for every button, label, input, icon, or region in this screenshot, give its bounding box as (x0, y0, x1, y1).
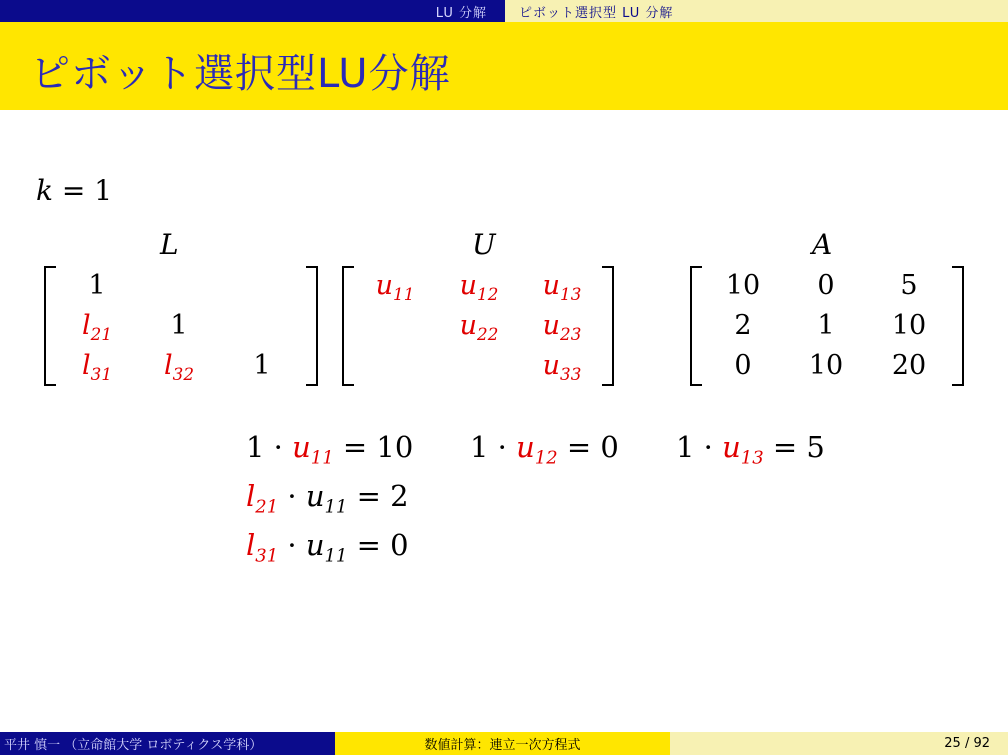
matrix-A-right-bracket (952, 266, 964, 386)
matrix-U-cell (522, 307, 602, 353)
matrix-A-cell: 2 (734, 310, 752, 341)
matrix-L-cell: 1 (253, 350, 271, 381)
matrix-A-cell: 10 (725, 270, 761, 301)
matrix-L-cell (57, 347, 137, 393)
symbol-u11: $u_{11}$ (305, 479, 348, 518)
symbol-u33: $u_{33}$ (542, 350, 582, 384)
symbol-u22: $u_{22}$ (459, 310, 499, 344)
k-value: = 1 (52, 174, 113, 207)
footer-bar (0, 732, 1008, 755)
matrix-L-left-bracket (44, 266, 56, 386)
matrix-U-cell (522, 267, 602, 313)
top-nav-bar (0, 0, 1008, 22)
matrix-L-cell: 1 (88, 270, 106, 301)
symbol-u11: $u_{11}$ (375, 270, 415, 304)
matrix-A-cell: 10 (808, 350, 844, 381)
equation-u12: $1 \cdot u_{12} = 0$ (470, 430, 619, 469)
matrix-A-cell: 20 (891, 350, 927, 381)
matrix-U-cell (439, 307, 519, 353)
matrix-L (44, 266, 318, 386)
k-equation (36, 174, 112, 207)
symbol-l21: $l_{21}$ (246, 479, 279, 518)
label-U: U (472, 228, 496, 261)
label-A: A (812, 228, 833, 261)
matrix-U (342, 266, 614, 386)
symbol-u23: $u_{23}$ (542, 310, 582, 344)
equation-u11: $1 \cdot u_{11} = 10$ (246, 430, 414, 469)
matrix-L-cell: 1 (170, 310, 188, 341)
footer-author: 平井 慎一 （立命館大学 ロボティクス学科） (0, 732, 335, 755)
symbol-l21: $l_{21}$ (82, 310, 112, 344)
k-variable: k (36, 174, 53, 207)
title-band (0, 22, 1008, 110)
nav-subsection-link[interactable]: ピボット選択型 LU 分解 (519, 5, 674, 21)
matrix-A-cell: 10 (891, 310, 927, 341)
matrix-A (690, 266, 964, 386)
matrix-U-cell (522, 347, 602, 393)
equation-l31: $l_{31} \cdot u_{11} = 0$ (246, 528, 409, 567)
matrix-A-cell: 1 (817, 310, 835, 341)
nav-section-link[interactable]: LU 分解 (435, 5, 487, 21)
symbol-u12: $u_{12}$ (459, 270, 499, 304)
matrix-A-cell: 0 (734, 350, 752, 381)
matrix-U-right-bracket (602, 266, 614, 386)
matrix-L-cell (57, 307, 137, 353)
matrix-L-cell (139, 347, 219, 393)
matrix-L-right-bracket (306, 266, 318, 386)
matrix-U-left-bracket (342, 266, 354, 386)
symbol-u11: $u_{11}$ (305, 528, 348, 567)
nav-subsection-area (505, 0, 1008, 22)
matrix-U-cell (355, 267, 435, 313)
symbol-u13: $u_{13}$ (542, 270, 582, 304)
matrix-A-left-bracket (690, 266, 702, 386)
footer-page-number: 25 / 92 (670, 732, 1008, 755)
symbol-l31: $l_{31}$ (246, 528, 279, 567)
symbol-u13: $u_{13}$ (722, 430, 764, 469)
nav-section-area (0, 0, 505, 22)
symbol-l31: $l_{31}$ (82, 350, 112, 384)
equation-u13: $1 \cdot u_{13} = 5$ (676, 430, 825, 469)
matrix-A-cell: 5 (900, 270, 918, 301)
matrix-A-cell: 0 (817, 270, 835, 301)
footer-course: 数値計算：連立一次方程式 (335, 732, 670, 755)
label-L: L (160, 228, 179, 261)
matrix-U-cell (439, 267, 519, 313)
symbol-l32: $l_{32}$ (164, 350, 194, 384)
symbol-u11: $u_{11}$ (292, 430, 334, 469)
slide-title: ピボット選択型LU分解 (30, 51, 451, 97)
equation-l21: $l_{21} \cdot u_{11} = 2$ (246, 479, 409, 518)
symbol-u12: $u_{12}$ (516, 430, 558, 469)
